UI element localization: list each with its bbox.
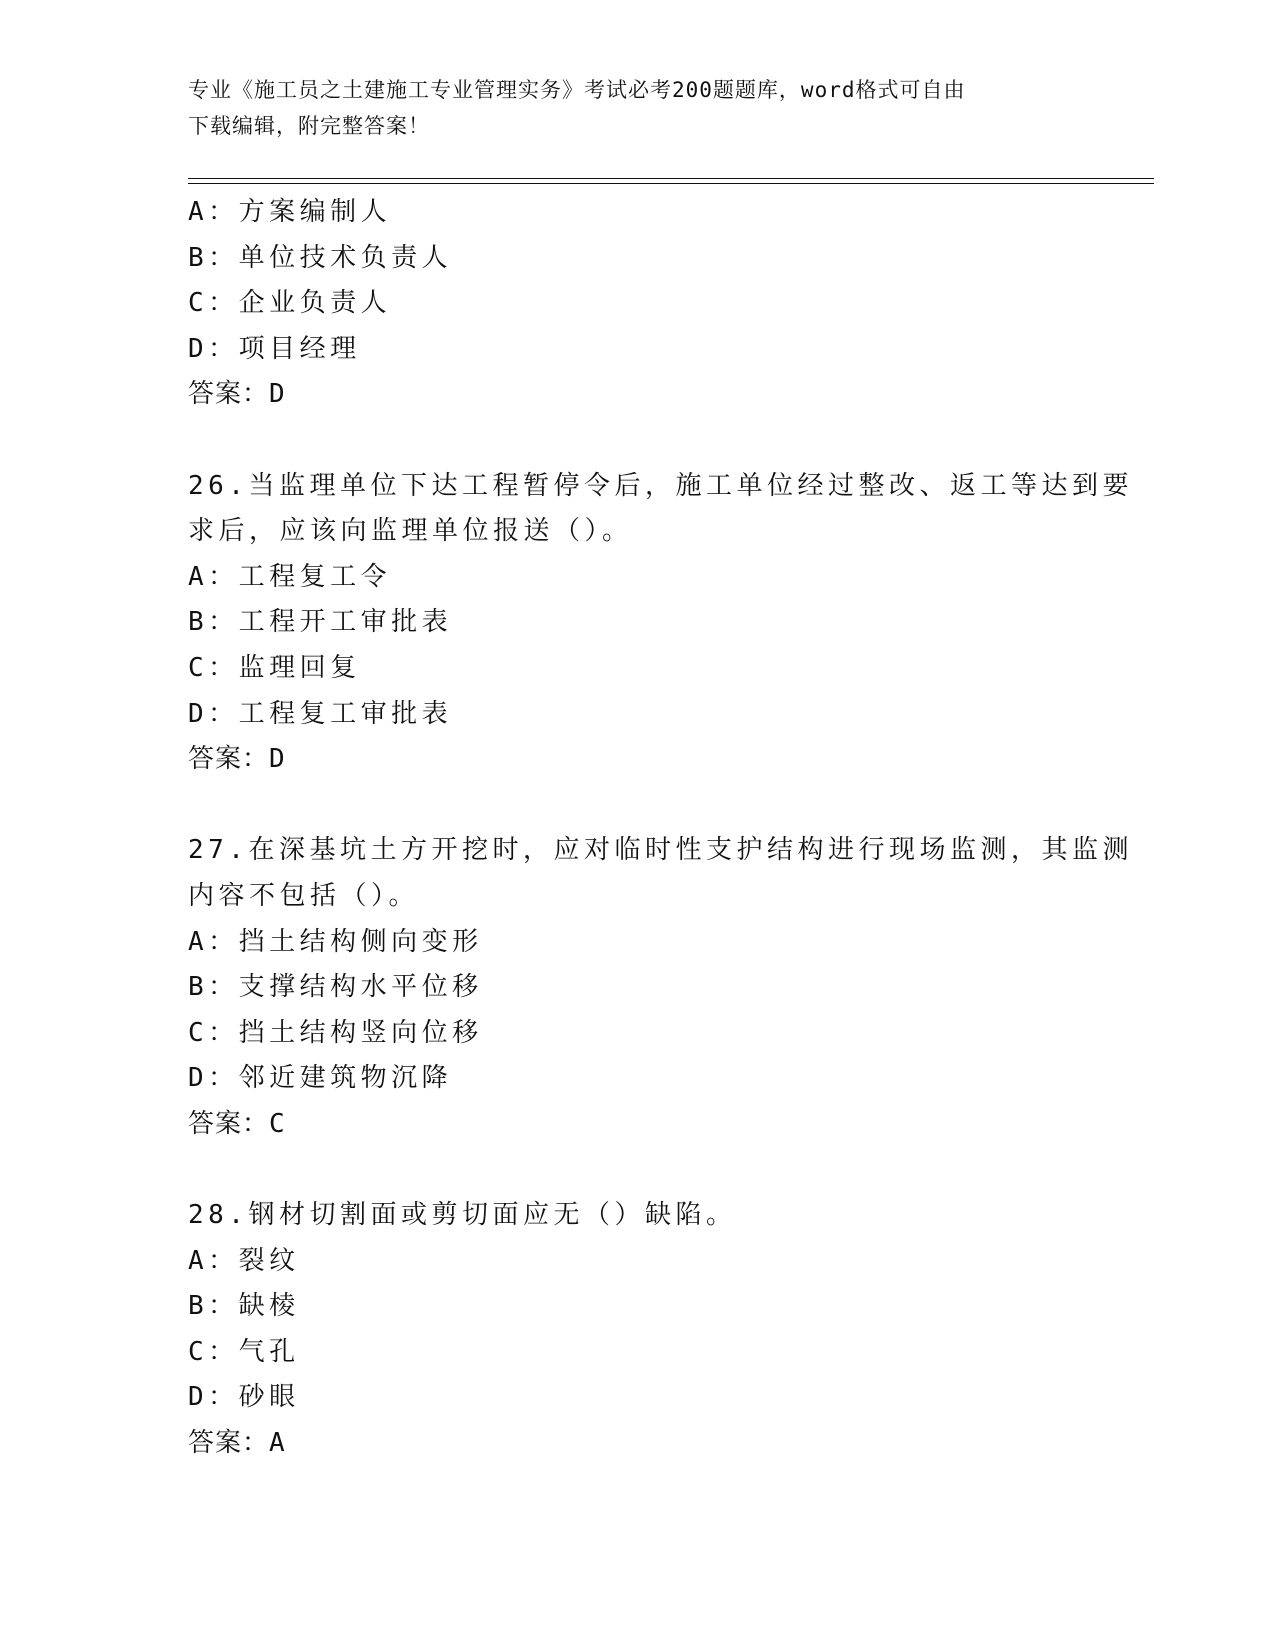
header-rule-top bbox=[188, 178, 1154, 179]
question-text-cont: 求后，应该向监理单位报送（）。 bbox=[188, 516, 633, 547]
question-list bbox=[188, 190, 1133, 1467]
spacer bbox=[188, 783, 1088, 829]
option-c: C：挡土结构竖向位移 bbox=[188, 1017, 483, 1048]
option-d: D：砂眼 bbox=[188, 1382, 300, 1413]
option-c: C：企业负责人 bbox=[188, 288, 392, 319]
option-b: B：支撑结构水平位移 bbox=[188, 972, 483, 1003]
question-text: 26.当监理单位下达工程暂停令后，施工单位经过整改、返工等达到要 bbox=[188, 470, 1133, 501]
question-block-26 bbox=[188, 464, 1133, 783]
answer: 答案：D bbox=[188, 744, 286, 775]
option-d: D：工程复工审批表 bbox=[188, 698, 453, 729]
option-b: B：单位技术负责人 bbox=[188, 242, 453, 273]
header-line-1: 专业《施工员之土建施工专业管理实务》考试必考200题题库，word格式可自由 bbox=[188, 78, 966, 102]
spacer bbox=[188, 1147, 1088, 1193]
question-text: 28.钢材切割面或剪切面应无（）缺陷。 bbox=[188, 1200, 737, 1231]
document-header bbox=[188, 72, 1078, 144]
header-line-2: 下载编辑，附完整答案！ bbox=[188, 114, 430, 138]
answer: 答案：C bbox=[188, 1108, 286, 1139]
option-c: C：气孔 bbox=[188, 1336, 300, 1367]
question-text-cont: 内容不包括（）。 bbox=[188, 880, 420, 911]
option-a: A：挡土结构侧向变形 bbox=[188, 926, 483, 957]
question-block-27 bbox=[188, 828, 1133, 1147]
question-block-28 bbox=[188, 1193, 1088, 1467]
option-c: C：监理回复 bbox=[188, 652, 361, 683]
option-a: A：裂纹 bbox=[188, 1245, 300, 1276]
option-a: A：工程复工令 bbox=[188, 561, 392, 592]
answer: 答案：A bbox=[188, 1428, 286, 1459]
option-b: B：工程开工审批表 bbox=[188, 607, 453, 638]
question-text: 27.在深基坑土方开挖时，应对临时性支护结构进行现场监测，其监测 bbox=[188, 835, 1133, 866]
option-d: D：项目经理 bbox=[188, 333, 361, 364]
spacer bbox=[188, 418, 1088, 464]
option-d: D：邻近建筑物沉降 bbox=[188, 1063, 453, 1094]
option-b: B：缺棱 bbox=[188, 1291, 300, 1322]
question-block-25 bbox=[188, 190, 1088, 418]
answer: 答案：D bbox=[188, 379, 286, 410]
option-a: A：方案编制人 bbox=[188, 197, 392, 227]
header-rule-bottom bbox=[188, 183, 1154, 184]
